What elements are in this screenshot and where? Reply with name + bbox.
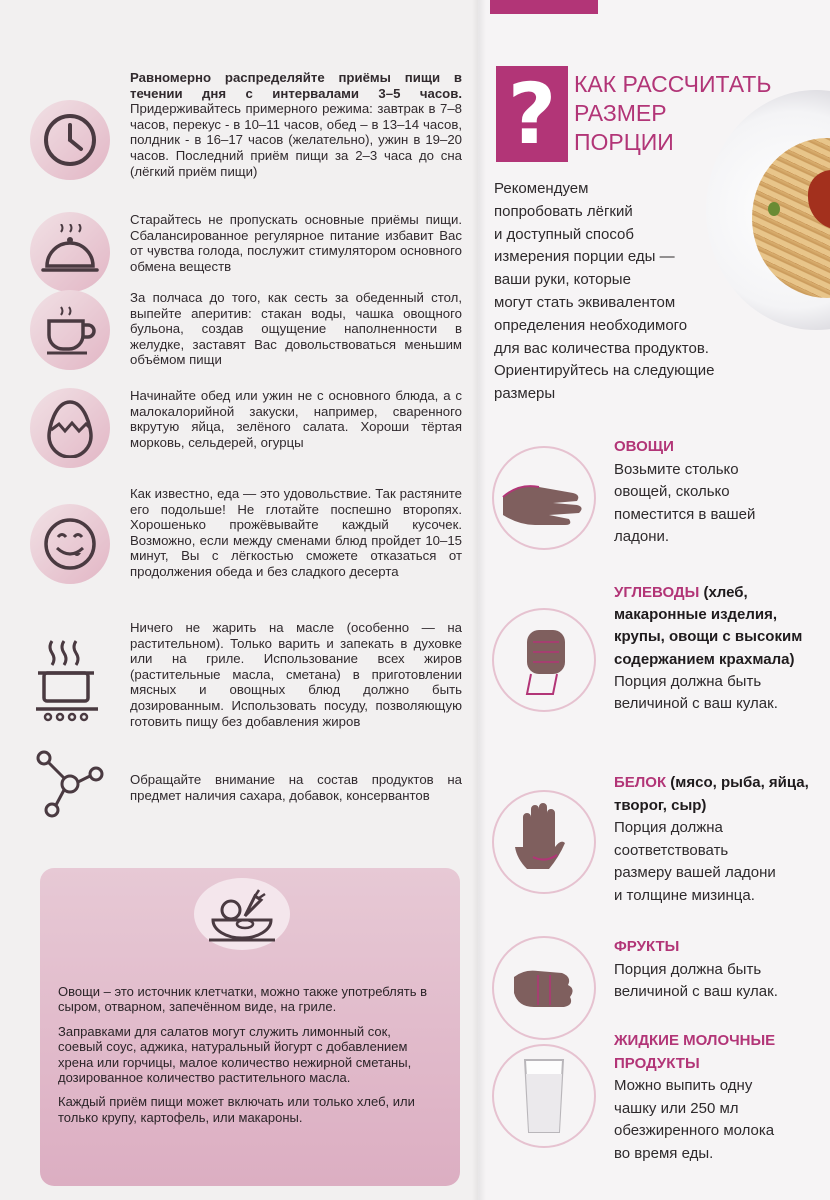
portion-desc-line: Возьмите столько: [614, 460, 739, 478]
portion-text: [614, 436, 824, 549]
portion-title: ФРУКТЫ: [614, 938, 680, 955]
portion-subtitle: (мясо, рыба, яйца, творог, сыр): [614, 774, 809, 814]
clock-icon: [30, 100, 110, 180]
portion-desc-line: чашку или 250 мл: [614, 1099, 739, 1117]
open-palm-icon: [492, 446, 596, 550]
portion-title: ЖИДКИЕ МОЛОЧНЫЕ ПРОДУКТЫ: [614, 1032, 776, 1072]
intro-line: Ориентируйтесь на следующие: [494, 362, 715, 380]
portion-desc-line: величиной с ваш кулак.: [614, 695, 778, 713]
portion-desc-line: и толщине мизинца.: [614, 886, 755, 904]
page-fold: [472, 0, 486, 1200]
intro-line: ваши руки, которые: [494, 271, 631, 289]
intro-line: определения необходимого: [494, 316, 688, 334]
fist-side-icon: [492, 936, 596, 1040]
portion-text: [614, 936, 824, 1004]
intro-line: и доступный способ: [494, 225, 634, 243]
milk-glass-icon: [492, 1044, 596, 1148]
veg-paragraph-3: Каждый приём пищи может включать или только хлеб, или только крупу, картофель, или макароны.: [58, 1094, 415, 1125]
intro-text: [494, 178, 794, 406]
portion-text: [614, 772, 824, 907]
portion-text: [614, 582, 824, 715]
tip-text: Начинайте обед или ужин не с основного блюда, а с малокалорийной закуски, например, сваренного вкрутую яйца, зелёного салата. Хороши тёртая морковь, сельдерей, огурцы: [130, 388, 462, 450]
portion-desc-line: размеру вашей ладони: [614, 864, 776, 881]
portion-title: БЕЛОК: [614, 774, 667, 791]
portion-desc-line: Порция должна: [614, 819, 723, 836]
heading-line: РАЗМЕР: [574, 100, 667, 126]
tip-text: Старайтесь не пропускать основные приёмы пищи. Сбалансированное регулярное питание избавит Вас от чувства голода, послужит стимулятором основного обмена веществ: [130, 212, 462, 274]
egg-icon: [30, 388, 110, 468]
accent-band: [490, 0, 598, 14]
question-mark-icon: ?: [496, 66, 568, 162]
portion-desc-line: Порция должна быть: [614, 672, 762, 690]
portion-desc-line: поместится в вашей: [614, 505, 756, 523]
tip-lead: Равномерно распределяйте приёмы пищи в течении дня с интервалами 3–5 часов.: [130, 70, 462, 101]
palm-icon: [492, 790, 596, 894]
heading-line: КАК РАССЧИТАТЬ: [574, 71, 772, 97]
portion-subtitle: (хлеб, макаронные изделия, крупы, овощи с высоким содержанием крахмала): [614, 584, 803, 668]
vegetables-icon: [194, 878, 290, 950]
tip-text: [130, 70, 462, 179]
tip-text: Обращайте внимание на состав продуктов на предмет наличия сахара, добавок, консервантов: [130, 772, 462, 803]
portion-title: ОВОЩИ: [614, 438, 674, 455]
vegetables-text: [58, 984, 438, 1134]
tip-text: Как известно, еда — это удовольствие. Так растяните его подольше! Не глотайте поспешно второпях. Хорошенько прожёвывайте каждый кусочек. Возможно, если между сменами блюд пройдет 10–15 минут, Вы с лёгкостью сможете отказаться от продолжения обеда и без сладкого десерта: [130, 486, 462, 579]
veg-paragraph-2: Заправками для салатов могут служить лимонный сок, соевый соус, аджика, натуральный йогурт с добавлением хрена или горчицы, малое количество нежирной сметаны, дозированное количество растительного масла.: [58, 1023, 412, 1086]
portion-desc-line: во время еды.: [614, 1144, 714, 1162]
portion-desc-line: овощей, сколько: [614, 483, 730, 500]
intro-line: попробовать лёгкий: [494, 202, 633, 220]
portion-desc-line: ладони.: [614, 528, 670, 545]
portion-desc-line: соответствовать: [614, 841, 729, 859]
pot-icon: [30, 638, 110, 718]
portion-text: [614, 1030, 824, 1165]
cup-icon: [30, 290, 110, 370]
portion-desc-line: величиной с ваш кулак.: [614, 983, 778, 1000]
cloche-icon: [30, 212, 110, 292]
intro-line: для вас количества продуктов.: [494, 339, 709, 357]
portion-desc-line: Можно выпить одну: [614, 1077, 753, 1094]
intro-line: измерения порции еды —: [494, 248, 675, 266]
heading-line: ПОРЦИИ: [574, 129, 674, 155]
intro-line: могут стать эквивалентом: [494, 293, 676, 311]
intro-line: Рекомендуем: [494, 180, 589, 197]
portion-desc-line: обезжиренного молока: [614, 1122, 775, 1139]
fist-icon: [492, 608, 596, 712]
tip-text: Ничего не жарить на масле (особенно — на растительном). Только варить и запекать в духовке или на гриле. Использование всех жиров (растительные масла, сметана) в приготовлении мясных и овощных блюд должно быть дозированным. Использовать посуду, позволяющую готовить пищу без добавления жиров: [130, 620, 462, 729]
portion-title: УГЛЕВОДЫ: [614, 584, 700, 601]
molecule-icon: [30, 744, 110, 824]
intro-line: размеры: [494, 385, 556, 403]
veg-paragraph-1: Овощи – это источник клетчатки, можно также употреблять в сыром, отварном, запечённом виде, на гриле.: [58, 984, 428, 1015]
smiley-icon: [30, 504, 110, 584]
portion-desc-line: Порция должна быть: [614, 960, 762, 978]
tip-body: Придерживайтесь примерного режима: завтрак в 7–8 часов, перекус - в 10–11 часов, обед – в 13–14 часов, полдник - в 16–17 часов (желательно), ужин в 19–20 часов. Последний приём пищи за 2–3 часа до сна (лёгкий приём пищи): [130, 101, 462, 179]
tip-text: За полчаса до того, как сесть за обеденный стол, выпейте аперитив: стакан воды, чашка овощного бульона, создав ощущение наполненности в желудке, заставят Вас довольствоваться меньшим объёмом пищи: [130, 290, 462, 368]
